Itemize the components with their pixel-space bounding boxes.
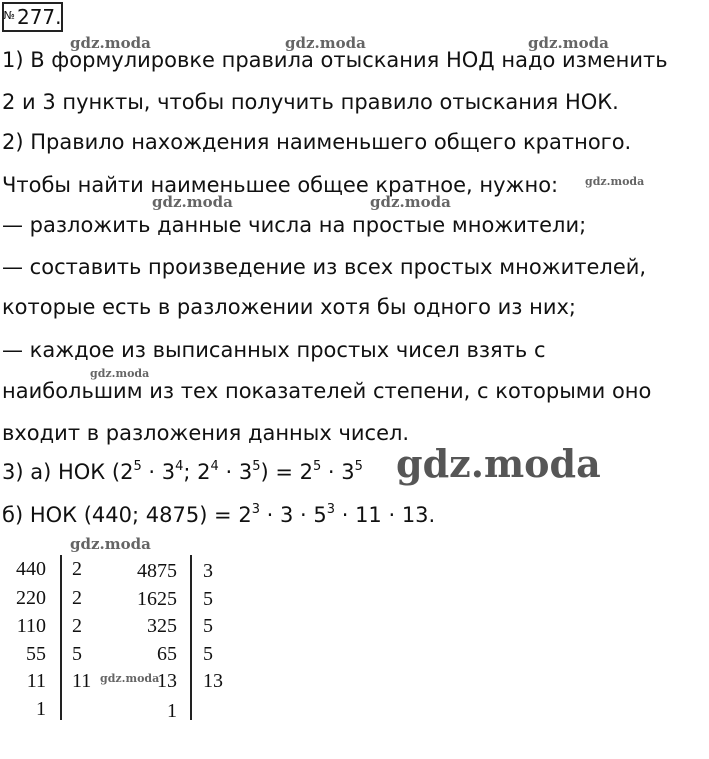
table-4875-number: 13 [157, 670, 177, 692]
table-4875-factor: 5 [203, 588, 213, 610]
table-4875-divider [190, 555, 192, 720]
table-440-number: 110 [16, 615, 46, 637]
table-4875-factor: 13 [203, 670, 223, 692]
watermark: gdz.moda [70, 34, 151, 52]
text-line-10: входит в разложения данных чисел. [2, 421, 410, 445]
table-440-factor: 5 [72, 643, 82, 665]
text-line-4: Чтобы найти наименьшее общее кратное, нужно: [2, 173, 559, 197]
number-sign: № [3, 8, 15, 22]
table-440-number: 11 [26, 670, 46, 692]
table-4875-factor: 3 [203, 560, 213, 582]
watermark: gdz.moda [100, 672, 160, 685]
problem-number-box [2, 2, 63, 32]
text-line-3: 2) Правило нахождения наименьшего общего кратного. [2, 130, 632, 154]
table-4875-number: 325 [147, 615, 177, 637]
table-440-factor: 2 [72, 587, 82, 609]
table-4875-factor: 5 [203, 615, 213, 637]
watermark: gdz.moda [285, 34, 366, 52]
watermark: gdz.moda [152, 193, 233, 211]
table-4875-factor: 5 [203, 643, 213, 665]
table-440-number: 1 [36, 698, 46, 720]
text-line-8: — каждое из выписанных простых чисел взять с [2, 338, 546, 362]
watermark: gdz.moda [70, 535, 151, 553]
table-4875-number: 65 [157, 643, 177, 665]
table-440-factor: 2 [72, 558, 82, 580]
text-line-2: 2 и 3 пункты, чтобы получить правило отыскания НОК. [2, 90, 619, 114]
watermark: gdz.moda [90, 367, 150, 380]
problem-number: 277. [16, 5, 62, 29]
formula-b: б) НОК (440; $4875) = 2^3 \cdot 3 \cdot 5^3 \cdot 11 \cdot 13$. [2, 502, 436, 527]
text-line-6: — составить произведение из всех простых множителей, [2, 255, 647, 279]
table-440-divider [60, 555, 62, 720]
watermark: gdz.moda [585, 175, 645, 188]
table-4875-number: 1625 [137, 588, 177, 610]
formula-a: 3) а) НОК ($2^5 \cdot 3^4$; $2^4 \cdot 3^5) = 2^5 \cdot 3^5$ [2, 459, 363, 484]
table-440-number: 440 [16, 558, 46, 580]
table-4875-number: 1 [167, 700, 177, 722]
text-line-9: наибольшим из тех показателей степени, с которыми оно [2, 379, 652, 403]
text-line-1: 1) В формулировке правила отыскания НОД надо изменить [2, 48, 668, 72]
table-440-factor: 2 [72, 615, 82, 637]
table-440-number: 220 [16, 587, 46, 609]
watermark: gdz.moda [528, 34, 609, 52]
table-440-factor: 11 [72, 670, 92, 692]
table-440-number: 55 [26, 643, 46, 665]
watermark-large: gdz.moda [396, 441, 601, 486]
table-4875-number: 4875 [137, 560, 177, 582]
text-line-5: — разложить данные числа на простые множители; [2, 213, 587, 237]
watermark: gdz.moda [370, 193, 451, 211]
text-line-7: которые есть в разложении хотя бы одного из них; [2, 295, 576, 319]
